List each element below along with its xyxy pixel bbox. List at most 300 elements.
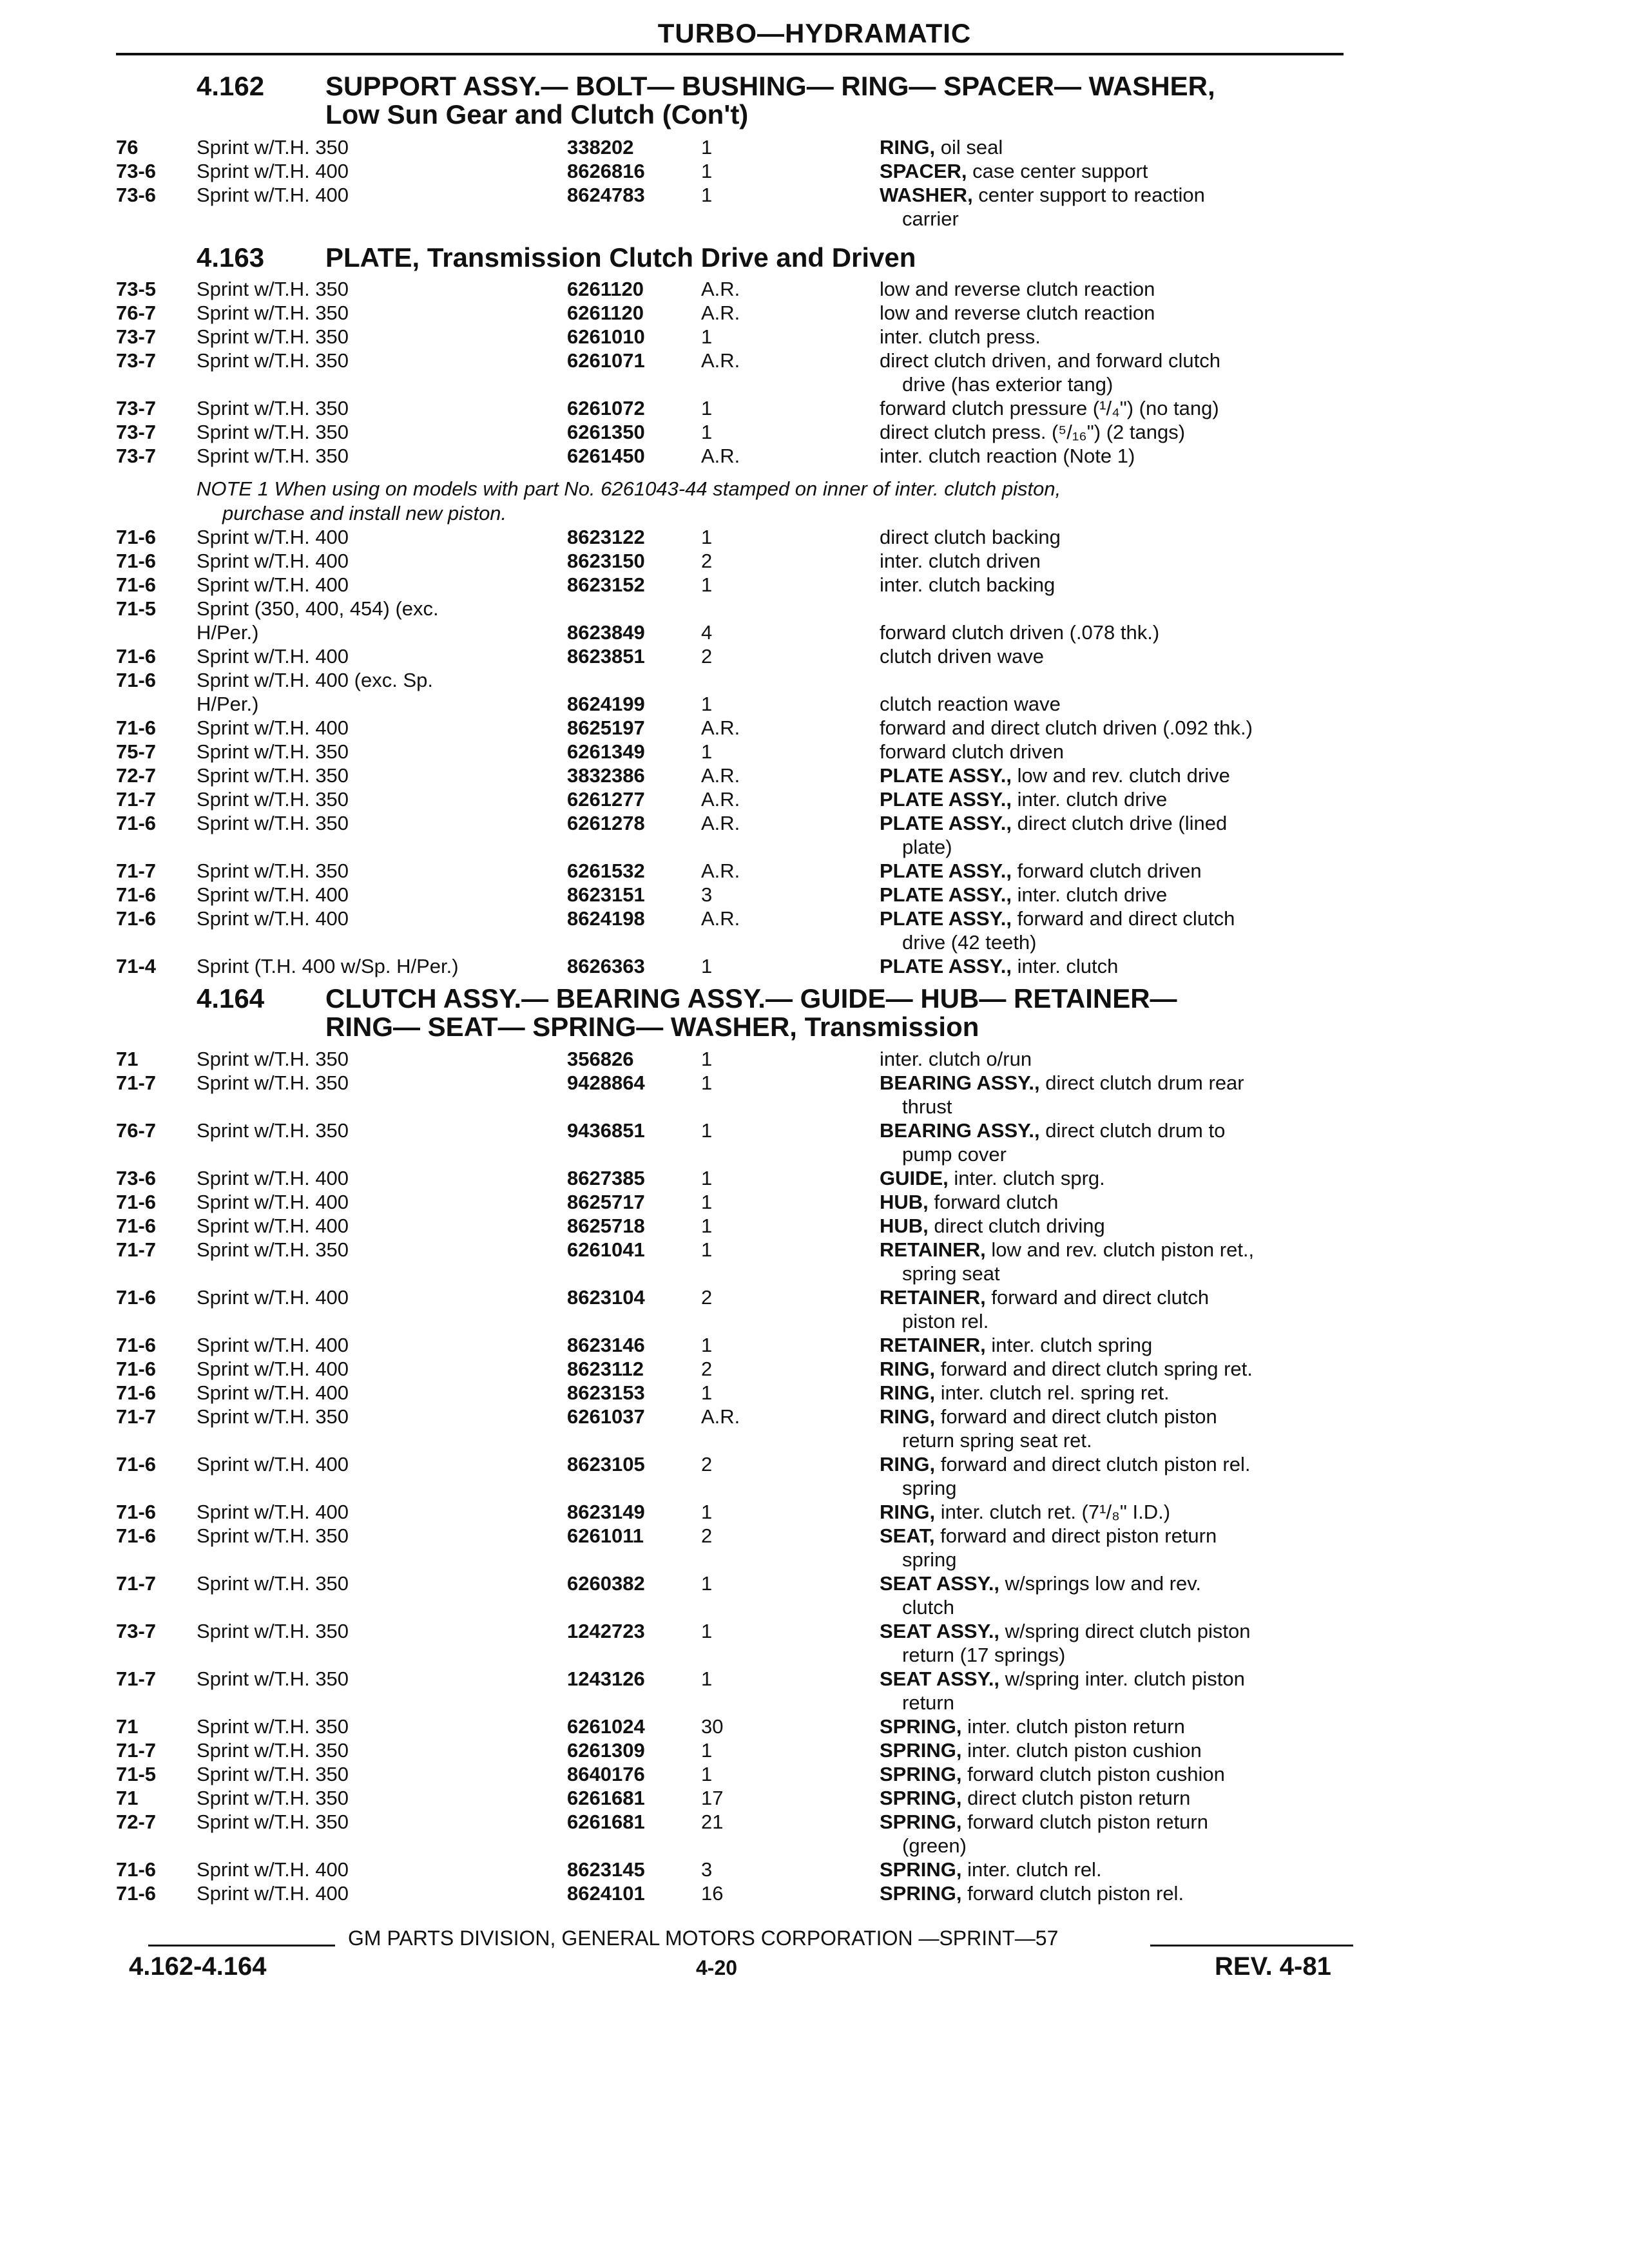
part-description xyxy=(880,859,1344,883)
description-continued: clutch xyxy=(902,1596,954,1619)
part-number: 1243126 xyxy=(567,1667,645,1690)
application: Sprint w/T.H. 350 xyxy=(197,1620,349,1642)
description-text: inter. clutch sprg. xyxy=(948,1167,1105,1189)
figure-ref: 71-7 xyxy=(116,1405,157,1428)
description-text: low and rev. clutch piston ret., xyxy=(985,1238,1255,1261)
application: Sprint w/T.H. 400 xyxy=(197,645,349,668)
figure-ref: 71-6 xyxy=(116,1882,157,1905)
part-number: 8625717 xyxy=(567,1191,645,1213)
part-number: 8640176 xyxy=(567,1763,645,1785)
part-description xyxy=(880,1715,1344,1739)
part-name: RING, xyxy=(880,1381,936,1404)
quantity: 2 xyxy=(701,645,713,668)
application: Sprint w/T.H. 350 xyxy=(197,136,349,159)
footer-page-number: 4-20 xyxy=(696,1956,738,1979)
description-continued: (green) xyxy=(902,1834,967,1857)
figure-ref: 71 xyxy=(116,1048,139,1070)
application: Sprint w/T.H. 350 xyxy=(197,1667,349,1690)
application: Sprint w/T.H. 400 xyxy=(197,1286,349,1309)
quantity: 1 xyxy=(701,1334,713,1356)
part-name: SEAT ASSY., xyxy=(880,1667,1000,1690)
figure-ref: 71-7 xyxy=(116,1238,157,1261)
figure-ref: 71-7 xyxy=(116,1667,157,1690)
description-continued: thrust xyxy=(902,1095,952,1118)
quantity: 2 xyxy=(701,1286,713,1309)
figure-ref: 71-6 xyxy=(116,645,157,668)
part-name: SEAT, xyxy=(880,1524,935,1547)
quantity: 2 xyxy=(701,1453,713,1475)
figure-ref: 73-7 xyxy=(116,397,157,419)
part-name: RING, xyxy=(880,1453,936,1475)
part-description xyxy=(880,1738,1344,1763)
application: Sprint w/T.H. 350 xyxy=(197,445,349,467)
part-description xyxy=(880,135,1344,160)
part-description xyxy=(880,301,1344,325)
part-description xyxy=(880,1858,1344,1882)
figure-ref: 71-6 xyxy=(116,550,157,572)
application: Sprint w/T.H. 400 xyxy=(197,550,349,572)
quantity: A.R. xyxy=(701,907,740,930)
figure-ref: 71-4 xyxy=(116,955,157,977)
quantity: A.R. xyxy=(701,764,740,787)
description-text: direct clutch drum to xyxy=(1039,1119,1226,1142)
part-description xyxy=(880,907,1344,931)
quantity: 1 xyxy=(701,1167,713,1189)
figure-ref: 73-5 xyxy=(116,278,157,300)
part-description xyxy=(880,1357,1344,1381)
section-heading xyxy=(197,244,916,272)
application: Sprint w/T.H. 350 xyxy=(197,1715,349,1738)
application: Sprint w/T.H. 400 xyxy=(197,160,349,182)
part-name: PLATE ASSY., xyxy=(880,812,1012,834)
description-text: inter. clutch piston cushion xyxy=(961,1739,1202,1762)
description-text: forward clutch piston rel. xyxy=(961,1882,1184,1905)
figure-ref: 71-6 xyxy=(116,1501,157,1523)
application: Sprint w/T.H. 400 xyxy=(197,1453,349,1475)
footer-revision: REV. 4-81 xyxy=(1215,1952,1331,1981)
application: H/Per.) xyxy=(197,693,259,715)
figure-ref: 71-7 xyxy=(116,1072,157,1094)
figure-ref: 71-6 xyxy=(116,669,157,691)
application: Sprint w/T.H. 350 xyxy=(197,1572,349,1595)
figure-ref: 73-6 xyxy=(116,160,157,182)
description-text: low and reverse clutch reaction xyxy=(880,278,1155,300)
application: Sprint w/T.H. 350 xyxy=(197,1787,349,1809)
part-number: 8623146 xyxy=(567,1334,645,1356)
description-text: inter. clutch spring xyxy=(985,1334,1153,1356)
description-text: clutch reaction wave xyxy=(880,693,1061,715)
figure-ref: 73-7 xyxy=(116,349,157,372)
part-number: 8623145 xyxy=(567,1858,645,1881)
application: Sprint w/T.H. 400 xyxy=(197,1191,349,1213)
description-continued: piston rel. xyxy=(902,1310,989,1332)
application: Sprint w/T.H. 400 (exc. Sp. xyxy=(197,669,433,691)
figure-ref: 71 xyxy=(116,1787,139,1809)
part-name: RING, xyxy=(880,1501,936,1523)
application: Sprint w/T.H. 400 xyxy=(197,573,349,596)
quantity: 4 xyxy=(701,621,713,644)
header-rule xyxy=(116,53,1344,55)
section-heading xyxy=(197,985,1177,1041)
part-name: BEARING ASSY., xyxy=(880,1119,1040,1142)
quantity: 1 xyxy=(701,160,713,182)
quantity: 1 xyxy=(701,1215,713,1237)
quantity: A.R. xyxy=(701,812,740,834)
part-number: 6261010 xyxy=(567,325,645,348)
description-text: forward clutch piston cushion xyxy=(961,1763,1225,1785)
part-number: 6260382 xyxy=(567,1572,645,1595)
part-number: 8623149 xyxy=(567,1501,645,1523)
application: Sprint w/T.H. 350 xyxy=(197,302,349,324)
part-number: 8627385 xyxy=(567,1167,645,1189)
part-number: 8623152 xyxy=(567,573,645,596)
figure-ref: 75-7 xyxy=(116,740,157,763)
quantity: 16 xyxy=(701,1882,724,1905)
description-continued: return spring seat ret. xyxy=(902,1429,1092,1452)
part-number: 1242723 xyxy=(567,1620,645,1642)
part-description xyxy=(880,1238,1344,1262)
description-text: w/spring inter. clutch piston xyxy=(999,1667,1245,1690)
application: Sprint w/T.H. 350 xyxy=(197,349,349,372)
application: Sprint w/T.H. 400 xyxy=(197,716,349,739)
part-number: 6261041 xyxy=(567,1238,645,1261)
figure-ref: 72-7 xyxy=(116,764,157,787)
part-number: 8623153 xyxy=(567,1381,645,1404)
part-description xyxy=(880,1119,1344,1143)
part-number: 6261349 xyxy=(567,740,645,763)
application: Sprint w/T.H. 400 xyxy=(197,1501,349,1523)
application: Sprint w/T.H. 400 xyxy=(197,1358,349,1380)
description-text: forward and direct clutch spring ret. xyxy=(935,1358,1253,1380)
part-name: HUB, xyxy=(880,1215,929,1237)
quantity: 1 xyxy=(701,1501,713,1523)
part-description xyxy=(880,1452,1344,1477)
part-description xyxy=(880,1524,1344,1548)
figure-ref: 71-6 xyxy=(116,1286,157,1309)
figure-ref: 71-6 xyxy=(116,1358,157,1380)
part-name: SPRING, xyxy=(880,1811,962,1833)
application: Sprint w/T.H. 350 xyxy=(197,812,349,834)
section-number: 4.164 xyxy=(197,983,265,1014)
description-text: forward clutch driven xyxy=(880,740,1065,763)
description-text: inter. clutch backing xyxy=(880,573,1055,596)
description-text: case center support xyxy=(967,160,1148,182)
application: Sprint w/T.H. 350 xyxy=(197,764,349,787)
figure-ref: 76-7 xyxy=(116,302,157,324)
part-number: 6261120 xyxy=(567,278,644,300)
quantity: 1 xyxy=(701,1739,713,1762)
part-number: 8623105 xyxy=(567,1453,645,1475)
figure-ref: 71-7 xyxy=(116,1572,157,1595)
figure-ref: 71-6 xyxy=(116,1215,157,1237)
figure-ref: 71-5 xyxy=(116,597,157,620)
part-name: SPRING, xyxy=(880,1739,962,1762)
description-text: forward and direct clutch xyxy=(985,1286,1210,1309)
figure-ref: 71-6 xyxy=(116,907,157,930)
part-description xyxy=(880,444,1344,468)
description-text: direct clutch driving xyxy=(928,1215,1105,1237)
part-description xyxy=(880,1166,1344,1191)
footer-publisher: GM PARTS DIVISION, GENERAL MOTORS CORPORATION —SPRINT—57 xyxy=(348,1927,1059,1950)
part-name: RETAINER, xyxy=(880,1286,986,1309)
application: Sprint w/T.H. 350 xyxy=(197,1119,349,1142)
part-description xyxy=(880,159,1344,184)
footer-section-range: 4.162-4.164 xyxy=(129,1952,267,1981)
part-name: SPACER, xyxy=(880,160,967,182)
description-text: inter. clutch piston return xyxy=(961,1715,1185,1738)
part-number: 8623849 xyxy=(567,621,645,644)
application: Sprint w/T.H. 400 xyxy=(197,184,349,206)
description-text: center support to reaction xyxy=(972,184,1205,206)
description-text: forward and direct clutch piston rel. xyxy=(935,1453,1251,1475)
part-description xyxy=(880,954,1344,979)
figure-ref: 71-5 xyxy=(116,1763,157,1785)
part-description xyxy=(880,183,1344,207)
part-number: 9436851 xyxy=(567,1119,645,1142)
description-text: direct clutch drum rear xyxy=(1039,1072,1244,1094)
part-name: BEARING ASSY., xyxy=(880,1072,1040,1094)
part-number: 6261071 xyxy=(567,349,645,372)
part-name: PLATE ASSY., xyxy=(880,883,1012,906)
quantity: 30 xyxy=(701,1715,724,1738)
part-number: 8626363 xyxy=(567,955,645,977)
description-continued: spring xyxy=(902,1477,957,1499)
figure-ref: 71-6 xyxy=(116,716,157,739)
part-name: GUIDE, xyxy=(880,1167,949,1189)
part-description xyxy=(880,396,1344,421)
quantity: A.R. xyxy=(701,445,740,467)
description-text: forward and direct clutch xyxy=(1011,907,1235,930)
part-number: 3832386 xyxy=(567,764,645,787)
part-number: 8623104 xyxy=(567,1286,645,1309)
application: Sprint w/T.H. 350 xyxy=(197,740,349,763)
quantity: 2 xyxy=(701,1524,713,1547)
part-description xyxy=(880,1667,1344,1691)
note-1-line-2: purchase and install new piston. xyxy=(222,502,507,524)
quantity: 1 xyxy=(701,136,713,159)
figure-ref: 76-7 xyxy=(116,1119,157,1142)
section-heading xyxy=(197,72,1215,129)
part-name: SPRING, xyxy=(880,1763,962,1785)
figure-ref: 71-6 xyxy=(116,1858,157,1881)
part-number: 338202 xyxy=(567,136,634,159)
part-number: 8624783 xyxy=(567,184,645,206)
part-name: RETAINER, xyxy=(880,1334,986,1356)
part-description xyxy=(880,1214,1344,1238)
part-description xyxy=(880,1047,1344,1072)
application: Sprint w/T.H. 350 xyxy=(197,860,349,882)
application: Sprint w/T.H. 350 xyxy=(197,397,349,419)
description-text: direct clutch drive (lined xyxy=(1011,812,1228,834)
application: Sprint w/T.H. 400 xyxy=(197,1334,349,1356)
description-continued: carrier xyxy=(902,207,959,230)
figure-ref: 73-6 xyxy=(116,184,157,206)
description-text: direct clutch driven, and forward clutch xyxy=(880,349,1220,372)
quantity: 1 xyxy=(701,325,713,348)
figure-ref: 71-6 xyxy=(116,812,157,834)
description-text: forward and direct clutch driven (.092 thk.) xyxy=(880,716,1253,739)
description-text: clutch driven wave xyxy=(880,645,1045,668)
figure-ref: 71-6 xyxy=(116,1191,157,1213)
description-text: forward and direct clutch piston xyxy=(935,1405,1217,1428)
part-description xyxy=(880,349,1344,373)
figure-ref: 73-7 xyxy=(116,421,157,443)
quantity: 1 xyxy=(701,526,713,548)
figure-ref: 71-6 xyxy=(116,1453,157,1475)
part-number: 8625718 xyxy=(567,1215,645,1237)
section-title: PLATE, Transmission Clutch Drive and Driven xyxy=(325,242,916,273)
quantity: A.R. xyxy=(701,716,740,739)
figure-ref: 71-7 xyxy=(116,860,157,882)
part-name: RING, xyxy=(880,136,936,159)
part-name: RING, xyxy=(880,1405,936,1428)
figure-ref: 73-7 xyxy=(116,445,157,467)
part-name: WASHER, xyxy=(880,184,973,206)
description-text: inter. clutch press. xyxy=(880,325,1041,348)
part-description xyxy=(880,764,1344,788)
description-text: inter. clutch rel. xyxy=(961,1858,1102,1881)
application: Sprint w/T.H. 400 xyxy=(197,1381,349,1404)
part-description xyxy=(880,1786,1344,1811)
section-subtitle: Low Sun Gear and Clutch (Con't) xyxy=(325,99,749,130)
quantity: 1 xyxy=(701,397,713,419)
footer-rule-left xyxy=(148,1945,335,1946)
application: Sprint w/T.H. 350 xyxy=(197,278,349,300)
quantity: A.R. xyxy=(701,349,740,372)
application: Sprint w/T.H. 350 xyxy=(197,1763,349,1785)
description-text: inter. clutch drive xyxy=(1011,788,1168,811)
figure-ref: 71-6 xyxy=(116,573,157,596)
quantity: 1 xyxy=(701,955,713,977)
application: Sprint w/T.H. 350 xyxy=(197,788,349,811)
quantity: 1 xyxy=(701,573,713,596)
description-text: low and rev. clutch drive xyxy=(1011,764,1230,787)
quantity: 3 xyxy=(701,883,713,906)
description-text: forward clutch driven (.078 thk.) xyxy=(880,621,1160,644)
part-name: PLATE ASSY., xyxy=(880,907,1012,930)
part-name: PLATE ASSY., xyxy=(880,955,1012,977)
description-text: forward and direct piston return xyxy=(934,1524,1217,1547)
part-description xyxy=(880,1881,1344,1906)
description-text: w/springs low and rev. xyxy=(999,1572,1202,1595)
description-text: inter. clutch reaction (Note 1) xyxy=(880,445,1135,467)
part-description xyxy=(880,1619,1344,1644)
section-number: 4.163 xyxy=(197,242,265,273)
part-name: RING, xyxy=(880,1358,936,1380)
quantity: 1 xyxy=(701,693,713,715)
application: Sprint w/T.H. 350 xyxy=(197,1739,349,1762)
quantity: 1 xyxy=(701,1381,713,1404)
part-description xyxy=(880,1500,1344,1524)
quantity: 1 xyxy=(701,1238,713,1261)
quantity: 1 xyxy=(701,1667,713,1690)
part-number: 8624199 xyxy=(567,693,645,715)
quantity: A.R. xyxy=(701,278,740,300)
part-description xyxy=(880,644,1344,669)
application: Sprint w/T.H. 350 xyxy=(197,1048,349,1070)
description-continued: spring seat xyxy=(902,1262,1000,1285)
application: Sprint w/T.H. 400 xyxy=(197,907,349,930)
part-description xyxy=(880,716,1344,740)
note-1-line-1: NOTE 1 When using on models with part No. 6261043-44 stamped on inner of inter. clutch piston, xyxy=(197,477,1061,500)
section-number: 4.162 xyxy=(197,71,265,101)
figure-ref: 73-7 xyxy=(116,1620,157,1642)
part-number: 8623151 xyxy=(567,883,645,906)
application: Sprint w/T.H. 350 xyxy=(197,1811,349,1833)
description-text: w/spring direct clutch piston xyxy=(999,1620,1251,1642)
description-continued: spring xyxy=(902,1548,957,1571)
description-text: forward clutch driven xyxy=(1011,860,1202,882)
figure-ref: 71-7 xyxy=(116,1739,157,1762)
part-number: 6261024 xyxy=(567,1715,645,1738)
quantity: 1 xyxy=(701,421,713,443)
quantity: 1 xyxy=(701,1191,713,1213)
part-description xyxy=(880,549,1344,573)
part-number: 356826 xyxy=(567,1048,634,1070)
description-text: forward clutch xyxy=(928,1191,1059,1213)
part-name: PLATE ASSY., xyxy=(880,764,1012,787)
part-number: 6261532 xyxy=(567,860,645,882)
quantity: A.R. xyxy=(701,788,740,811)
part-description xyxy=(880,525,1344,550)
description-text: inter. clutch drive xyxy=(1011,883,1168,906)
part-number: 6261450 xyxy=(567,445,645,467)
quantity: 2 xyxy=(701,1358,713,1380)
quantity: 1 xyxy=(701,184,713,206)
quantity: 1 xyxy=(701,1572,713,1595)
part-number: 6261278 xyxy=(567,812,645,834)
part-name: PLATE ASSY., xyxy=(880,860,1012,882)
part-description xyxy=(880,787,1344,812)
part-name: SPRING, xyxy=(880,1858,962,1881)
application: Sprint w/T.H. 400 xyxy=(197,526,349,548)
quantity: 21 xyxy=(701,1811,724,1833)
figure-ref: 71-6 xyxy=(116,1381,157,1404)
application: Sprint w/T.H. 400 xyxy=(197,1882,349,1905)
part-number: 6261681 xyxy=(567,1787,645,1809)
figure-ref: 71-6 xyxy=(116,526,157,548)
application: Sprint (350, 400, 454) (exc. xyxy=(197,597,439,620)
part-number: 6261120 xyxy=(567,302,644,324)
part-description xyxy=(880,883,1344,907)
part-number: 6261072 xyxy=(567,397,645,419)
quantity: 2 xyxy=(701,550,713,572)
part-description xyxy=(880,1285,1344,1310)
description-continued: drive (has exterior tang) xyxy=(902,373,1113,396)
application: Sprint w/T.H. 400 xyxy=(197,1167,349,1189)
description-continued: plate) xyxy=(902,836,952,858)
figure-ref: 71-6 xyxy=(116,883,157,906)
part-description xyxy=(880,692,1344,716)
application: Sprint w/T.H. 350 xyxy=(197,325,349,348)
part-number: 6261681 xyxy=(567,1811,645,1833)
description-text: inter. clutch ret. (7¹/₈" I.D.) xyxy=(935,1501,1171,1523)
part-description xyxy=(880,1071,1344,1095)
quantity: 1 xyxy=(701,1072,713,1094)
quantity: A.R. xyxy=(701,1405,740,1428)
part-number: 6261350 xyxy=(567,421,645,443)
figure-ref: 73-6 xyxy=(116,1167,157,1189)
application: H/Per.) xyxy=(197,621,259,644)
figure-ref: 71-6 xyxy=(116,1524,157,1547)
part-number: 8623150 xyxy=(567,550,645,572)
quantity: 1 xyxy=(701,1048,713,1070)
part-number: 8625197 xyxy=(567,716,645,739)
figure-ref: 72-7 xyxy=(116,1811,157,1833)
part-description xyxy=(880,1190,1344,1215)
part-description xyxy=(880,1333,1344,1358)
description-text: low and reverse clutch reaction xyxy=(880,302,1155,324)
